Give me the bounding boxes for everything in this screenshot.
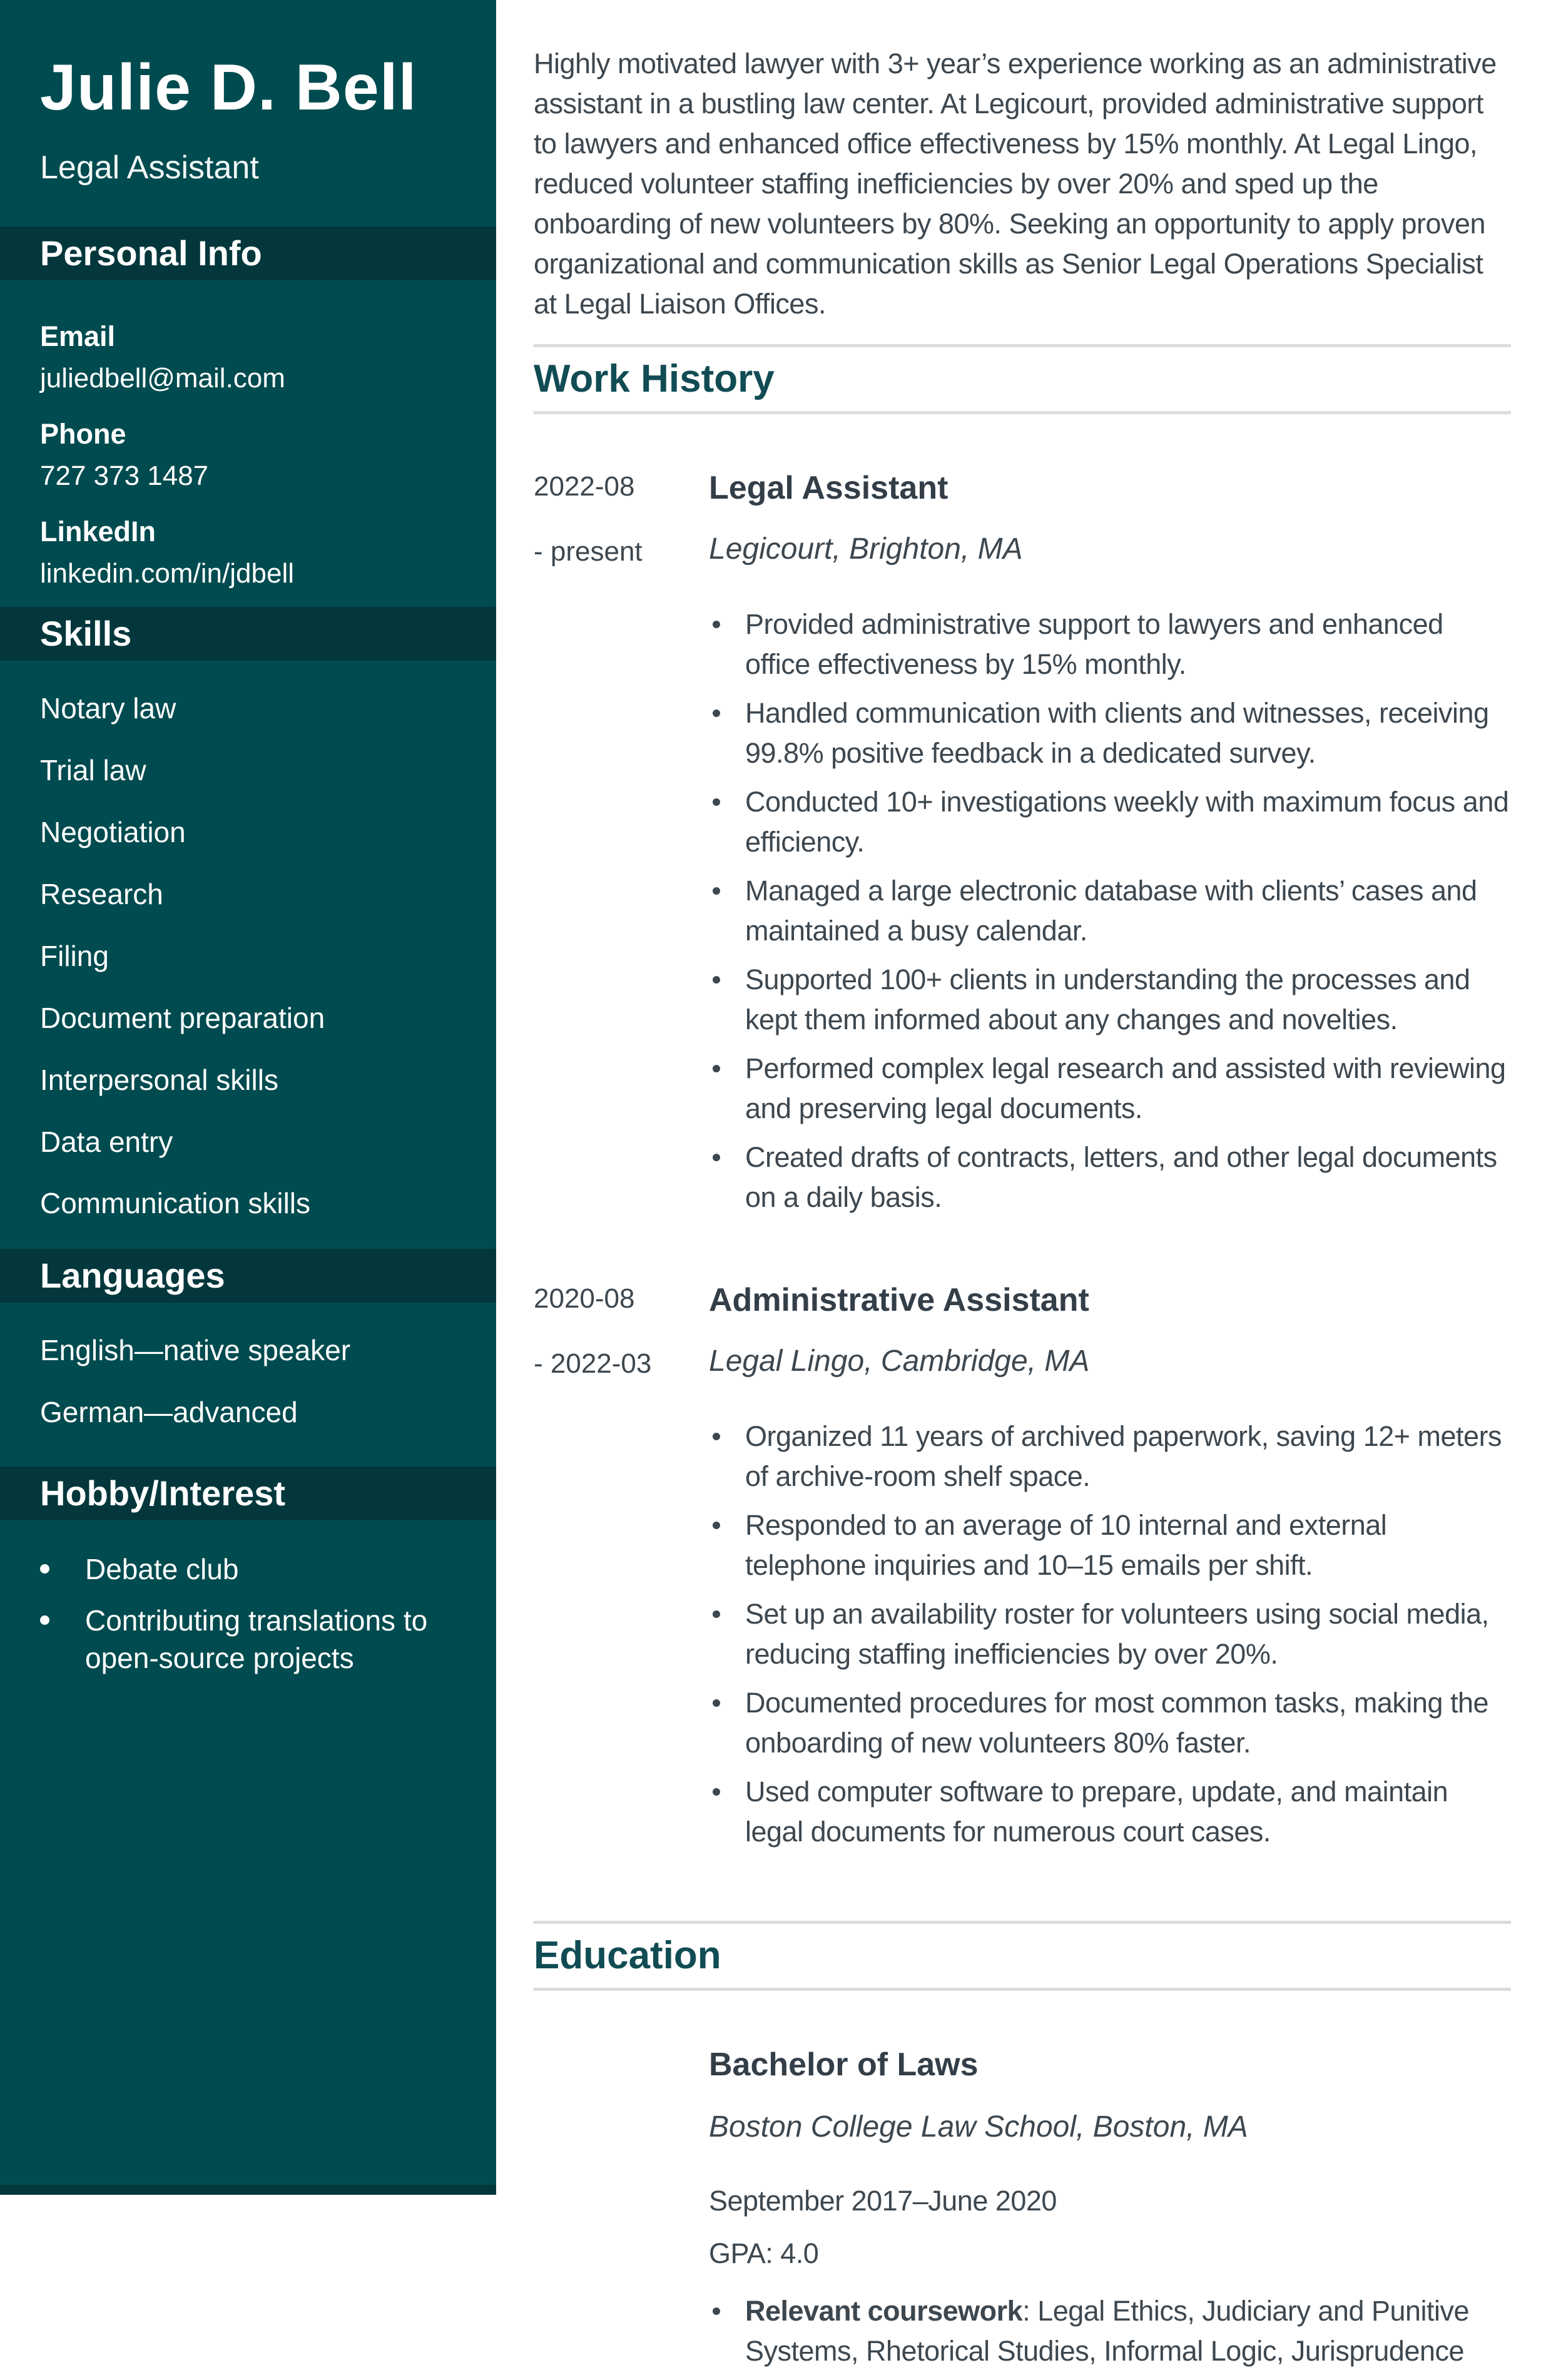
skill-item: Notary law xyxy=(40,692,176,725)
skill-item: Data entry xyxy=(40,1125,173,1158)
contact-item-linkedin xyxy=(40,516,456,589)
education-coursework-bullet xyxy=(709,2291,1511,2371)
education-gpa: GPA: 4.0 xyxy=(709,2237,819,2269)
contact-email-label: Email xyxy=(40,320,116,353)
work-entry-title: Legal Assistant xyxy=(709,470,948,506)
contact-phone-label: Phone xyxy=(40,418,126,450)
skills-section-heading: Skills xyxy=(0,607,496,661)
hobby-item: Debate club xyxy=(38,1550,456,1588)
work-entry-dates xyxy=(534,472,709,1226)
work-bullet: Conducted 10+ investigations weekly with maximum focus and efficiency. xyxy=(709,782,1511,862)
languages-list xyxy=(0,1303,496,1429)
education-heading: Education xyxy=(534,1934,721,1977)
skill-item: Trial law xyxy=(40,754,146,787)
sidebar-bottom-band xyxy=(0,2185,496,2195)
work-entry-body xyxy=(709,472,1511,1226)
contact-list xyxy=(0,280,496,589)
work-bullet: Performed complex legal research and assisted with reviewing and preserving legal documents. xyxy=(709,1049,1511,1129)
skills-list xyxy=(0,661,496,1220)
contact-email-value: juliedbell@mail.com xyxy=(40,363,285,394)
work-bullet: Documented procedures for most common tasks, making the onboarding of new volunteers 80% faster. xyxy=(709,1683,1511,1763)
work-entry-dates xyxy=(534,1284,709,1861)
work-entry-company: Legicourt, Brighton, MA xyxy=(709,532,1023,566)
education-degree: Bachelor of Laws xyxy=(709,2047,979,2083)
education-entry-dates xyxy=(534,2048,709,2380)
hobby-item: Contributing translations to open-source projects xyxy=(38,1602,456,1677)
skill-item: Interpersonal skills xyxy=(40,1063,278,1096)
candidate-job-title: Legal Assistant xyxy=(40,150,259,186)
work-entry xyxy=(534,1284,1511,1861)
work-bullet: Handled communication with clients and witnesses, receiving 99.8% positive feedback in a dedicated survey. xyxy=(709,693,1511,773)
language-item: English—native speaker xyxy=(40,1334,351,1367)
work-history-heading-block xyxy=(534,344,1511,414)
work-bullet: Set up an availability roster for volunteers using social media, reducing staffing inefficiencies by over 20%. xyxy=(709,1594,1511,1674)
education-school: Boston College Law School, Boston, MA xyxy=(709,2110,1248,2144)
work-date-start: 2020-08 xyxy=(534,1283,635,1314)
work-bullet: Created drafts of contracts, letters, and other legal documents on a daily basis. xyxy=(709,1137,1511,1218)
coursework-list: : Legal Ethics, Judiciary and Punitive Systems, Rhetorical Studies, Informal Logic, Jurisprudence xyxy=(745,2295,1470,2367)
skill-item: Communication skills xyxy=(40,1187,311,1220)
work-entry-company: Legal Lingo, Cambridge, MA xyxy=(709,1345,1090,1378)
main-column xyxy=(496,0,1551,2367)
work-entry-title: Administrative Assistant xyxy=(709,1282,1089,1318)
candidate-name: Julie D. Bell xyxy=(40,51,417,124)
skill-item: Filing xyxy=(40,939,109,972)
work-bullet: Managed a large electronic database with clients’ cases and maintained a busy calendar. xyxy=(709,871,1511,951)
work-date-end: - present xyxy=(534,536,643,567)
work-entry xyxy=(534,472,1511,1226)
language-item: German—advanced xyxy=(40,1396,298,1429)
work-bullet: Provided administrative support to lawyers and enhanced office effectiveness by 15% monthly. xyxy=(709,604,1511,684)
skill-item: Document preparation xyxy=(40,1001,325,1034)
education-bullets xyxy=(709,2291,1511,2371)
work-entry-bullets xyxy=(709,1416,1511,1852)
work-bullet: Responded to an average of 10 internal and external telephone inquiries and 10–15 emails per shift. xyxy=(709,1505,1511,1585)
sidebar-content xyxy=(0,0,496,1677)
contact-linkedin-label: LinkedIn xyxy=(40,516,156,548)
sidebar xyxy=(0,0,496,2195)
work-bullet: Organized 11 years of archived paperwork, saving 12+ meters of archive-room shelf space. xyxy=(709,1416,1511,1497)
contact-item-phone xyxy=(40,418,456,492)
contact-linkedin-value: linkedin.com/in/jdbell xyxy=(40,558,294,589)
education-heading-block xyxy=(534,1921,1511,1991)
skill-item: Research xyxy=(40,877,163,910)
education-entry-body xyxy=(709,2048,1511,2380)
languages-section-heading: Languages xyxy=(0,1249,496,1303)
work-history-heading: Work History xyxy=(534,357,775,400)
work-entry-bullets xyxy=(709,604,1511,1218)
work-entry-body xyxy=(709,1284,1511,1861)
hobby-list xyxy=(0,1520,496,1677)
work-bullet: Supported 100+ clients in understanding the processes and kept them informed about any changes and novelties. xyxy=(709,960,1511,1040)
work-date-start: 2022-08 xyxy=(534,471,635,502)
contact-item-email xyxy=(40,320,456,394)
personal-info-section-heading: Personal Info xyxy=(0,226,496,280)
work-bullet: Used computer software to prepare, update, and maintain legal documents for numerous court cases. xyxy=(709,1772,1511,1852)
coursework-label: Relevant coursework xyxy=(745,2295,1023,2327)
profile-summary: Highly motivated lawyer with 3+ year’s experience working as an administrative assistant in a bustling law center. At Legicourt, provided administrative support to lawyers and enhanced office effectiveness by 15% monthly. At Legal Lingo, reduced volunteer staffing inefficiencies by over 20% and sped up the onboarding of new volunteers by 80%. Seeking an opportunity to apply proven organizational and communication skills as Senior Legal Operations Specialist at Legal Liaison Offices. xyxy=(534,48,1497,320)
education-entry xyxy=(534,2048,1511,2380)
hobby-section-heading: Hobby/Interest xyxy=(0,1467,496,1520)
work-date-end: - 2022-03 xyxy=(534,1348,652,1380)
contact-phone-value: 727 373 1487 xyxy=(40,460,209,492)
skill-item: Negotiation xyxy=(40,816,186,849)
education-dates: September 2017–June 2020 xyxy=(709,2185,1057,2217)
